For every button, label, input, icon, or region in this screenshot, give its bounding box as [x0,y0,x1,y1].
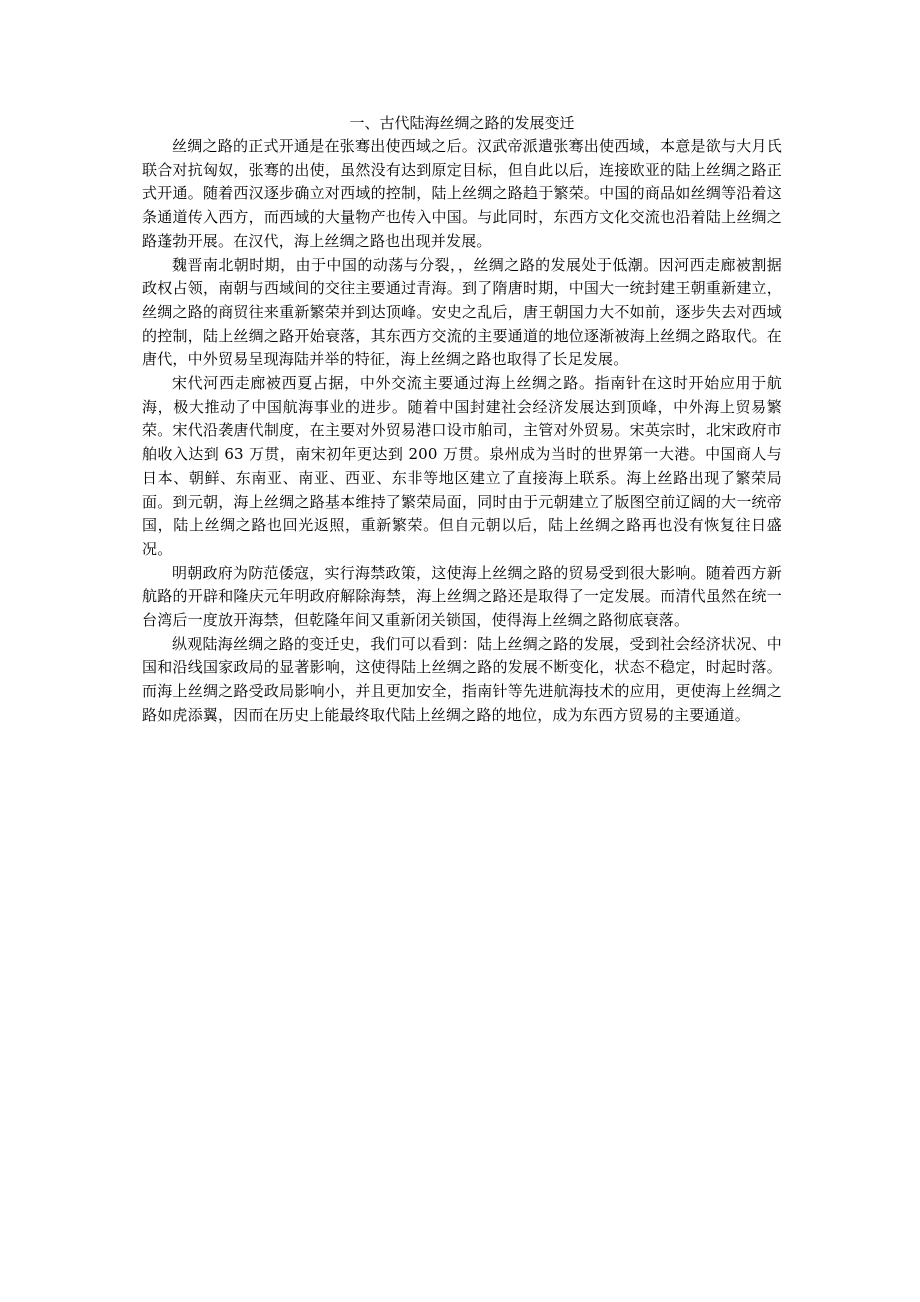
paragraph-wei-jin-sui-tang: 魏晋南北朝时期，由于中国的动荡与分裂，，丝绸之路的发展处于低潮。因河西走廊被割据政权占领，南朝与西域间的交往主要通过青海。到了隋唐时期，中国大一统封建王朝重新建立，丝绸之路的商贸往来重新繁荣并到达顶峰。安史之乱后，唐王朝国力大不如前，逐步失去对西域的控制，陆上丝绸之路开始衰落，其东西方交流的主要通道的地位逐渐被海上丝绸之路取代。在唐代，中外贸易呈现海陆并举的特征，海上丝绸之路也取得了长足发展。 [142,255,782,369]
paragraph-song-yuan: 宋代河西走廊被西夏占据，中外交流主要通过海上丝绸之路。指南针在这时开始应用于航海，极大推动了中国航海事业的进步。随着中国封建社会经济发展达到顶峰，中外海上贸易繁荣。宋代沿袭唐代制度，在主要对外贸易港口设市舶司，主管对外贸易。宋英宗时，北宋政府市舶收入达到 63 万贯，南宋初年更达到 200 万贯。泉州成为当时的世界第一大港。中国商人与日本、朝鲜、东南亚、南亚、西亚、东非等地区建立了直接海上联系。海上丝路出现了繁荣局面。到元朝，海上丝绸之路基本维持了繁荣局面，同时由于元朝建立了版图空前辽阔的大一统帝国，陆上丝绸之路也回光返照，重新繁荣。但自元朝以后，陆上丝绸之路再也没有恢复往日盛况。 [142,374,782,558]
document-page [142,112,782,728]
paragraph-ming-qing: 明朝政府为防范倭寇，实行海禁政策，这使海上丝绸之路的贸易受到很大影响。随着西方新航路的开辟和隆庆元年明政府解除海禁，海上丝绸之路还是取得了一定发展。而清代虽然在统一台湾后一度放开海禁，但乾隆年间又重新闭关锁国，使得海上丝绸之路彻底衰落。 [142,563,782,630]
section-title: 一、古代陆海丝绸之路的发展变迁 [349,114,575,132]
paragraph-conclusion: 纵观陆海丝绸之路的变迁史，我们可以看到：陆上丝绸之路的发展，受到社会经济状况、中国和沿线国家政局的显著影响，这使得陆上丝绸之路的发展不断变化，状态不稳定，时起时落。而海上丝绸之路受政局影响小，并且更加安全，指南针等先进航海技术的应用，更使海上丝绸之路如虎添翼，因而在历史上能最终取代陆上丝绸之路的地位，成为东西方贸易的主要通道。 [142,634,782,724]
paragraph-han-dynasty: 丝绸之路的正式开通是在张骞出使西域之后。汉武帝派遣张骞出使西域，本意是欲与大月氏联合对抗匈奴，张骞的出使，虽然没有达到原定目标，但自此以后，连接欧亚的陆上丝绸之路正式开通。随着西汉逐步确立对西域的控制，陆上丝绸之路趋于繁荣。中国的商品如丝绸等沿着这条通道传入西方，而西域的大量物产也传入中国。与此同时，东西方文化交流也沿着陆上丝绸之路蓬勃开展。在汉代，海上丝绸之路也出现并发展。 [142,137,782,250]
